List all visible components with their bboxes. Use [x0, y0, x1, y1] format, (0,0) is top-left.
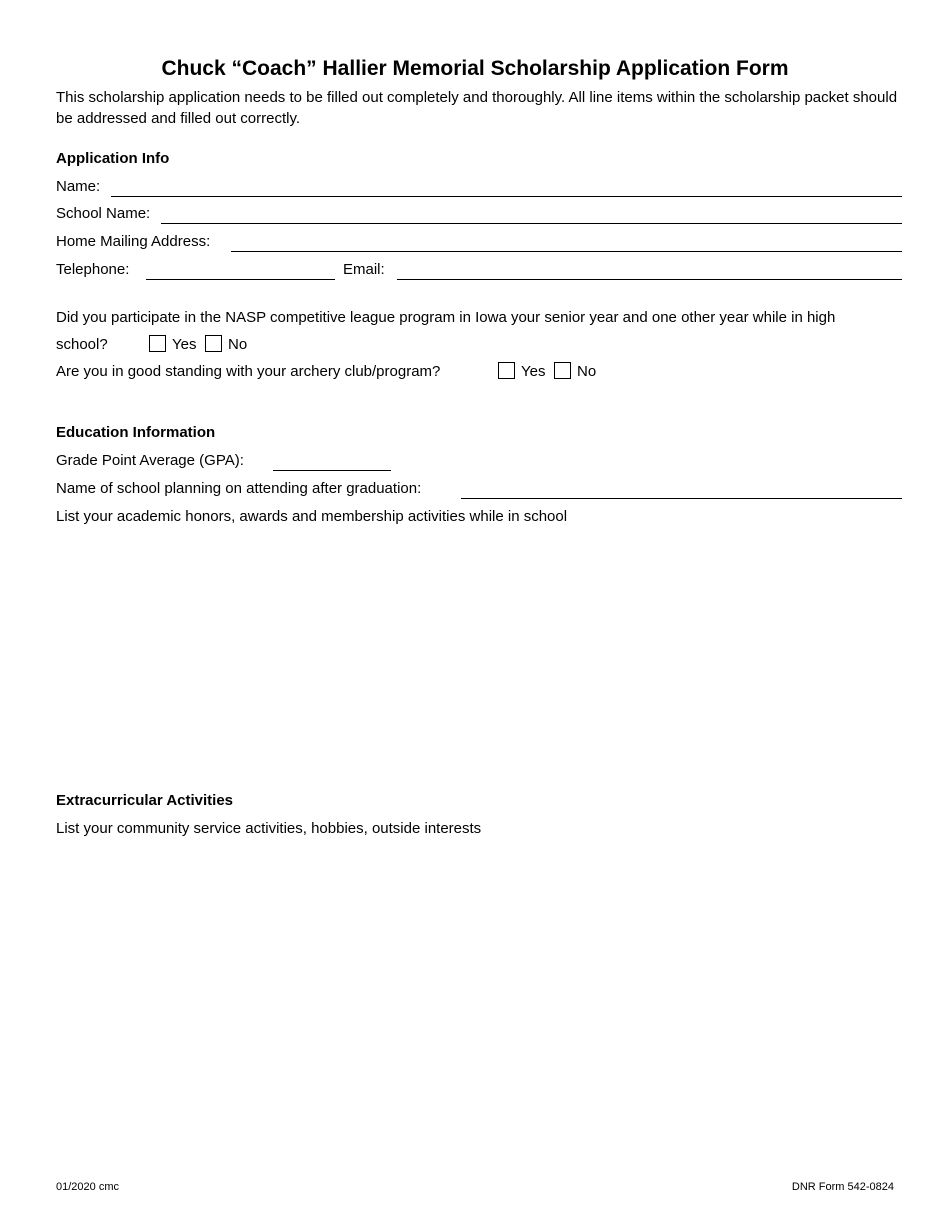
home-mailing-address-label: Home Mailing Address:: [56, 233, 211, 250]
school-after-graduation-label: Name of school planning on attending after graduation:: [56, 480, 422, 497]
telephone-field[interactable]: [146, 279, 335, 280]
nasp-yes-checkbox[interactable]: [149, 335, 166, 352]
gpa-label: Grade Point Average (GPA):: [56, 452, 244, 469]
extracurricular-area[interactable]: [56, 842, 902, 1162]
name-label: Name:: [56, 178, 101, 195]
application-info-heading: Application Info: [56, 150, 170, 167]
nasp-no-checkbox[interactable]: [205, 335, 222, 352]
education-info-heading: Education Information: [56, 424, 216, 441]
standing-no-checkbox[interactable]: [554, 362, 571, 379]
extracurricular-list-label: List your community service activities, hobbies, outside interests: [56, 820, 482, 837]
intro-paragraph: This scholarship application needs to be filled out completely and thoroughly. All line items within the scholarship packet should be addressed and filled out correctly.: [56, 89, 898, 127]
standing-no-label: No: [577, 363, 597, 380]
nasp-question-line1: Did you participate in the NASP competitive league program in Iowa your senior year and one other year while in high: [56, 309, 836, 326]
email-field[interactable]: [397, 279, 902, 280]
gpa-field[interactable]: [273, 470, 391, 471]
extracurricular-heading: Extracurricular Activities: [56, 792, 234, 809]
page-title: Chuck “Coach” Hallier Memorial Scholarship Application Form: [161, 57, 789, 80]
academic-honors-area[interactable]: [56, 530, 902, 780]
footer-date-code: 01/2020 cmc: [56, 1181, 119, 1193]
school-name-field[interactable]: [161, 223, 902, 224]
good-standing-question: Are you in good standing with your archery club/program?: [56, 363, 441, 380]
nasp-yes-label: Yes: [172, 336, 197, 353]
school-name-label: School Name:: [56, 205, 151, 222]
home-mailing-address-field[interactable]: [231, 251, 902, 252]
name-field[interactable]: [111, 196, 902, 197]
standing-yes-label: Yes: [521, 363, 546, 380]
nasp-question-line2: school?: [56, 336, 108, 353]
school-after-graduation-field[interactable]: [461, 498, 902, 499]
email-label: Email:: [343, 261, 385, 278]
nasp-no-label: No: [228, 336, 248, 353]
standing-yes-checkbox[interactable]: [498, 362, 515, 379]
academic-honors-label: List your academic honors, awards and membership activities while in school: [56, 508, 568, 525]
footer-form-number: DNR Form 542-0824: [791, 1181, 894, 1193]
telephone-label: Telephone:: [56, 261, 130, 278]
